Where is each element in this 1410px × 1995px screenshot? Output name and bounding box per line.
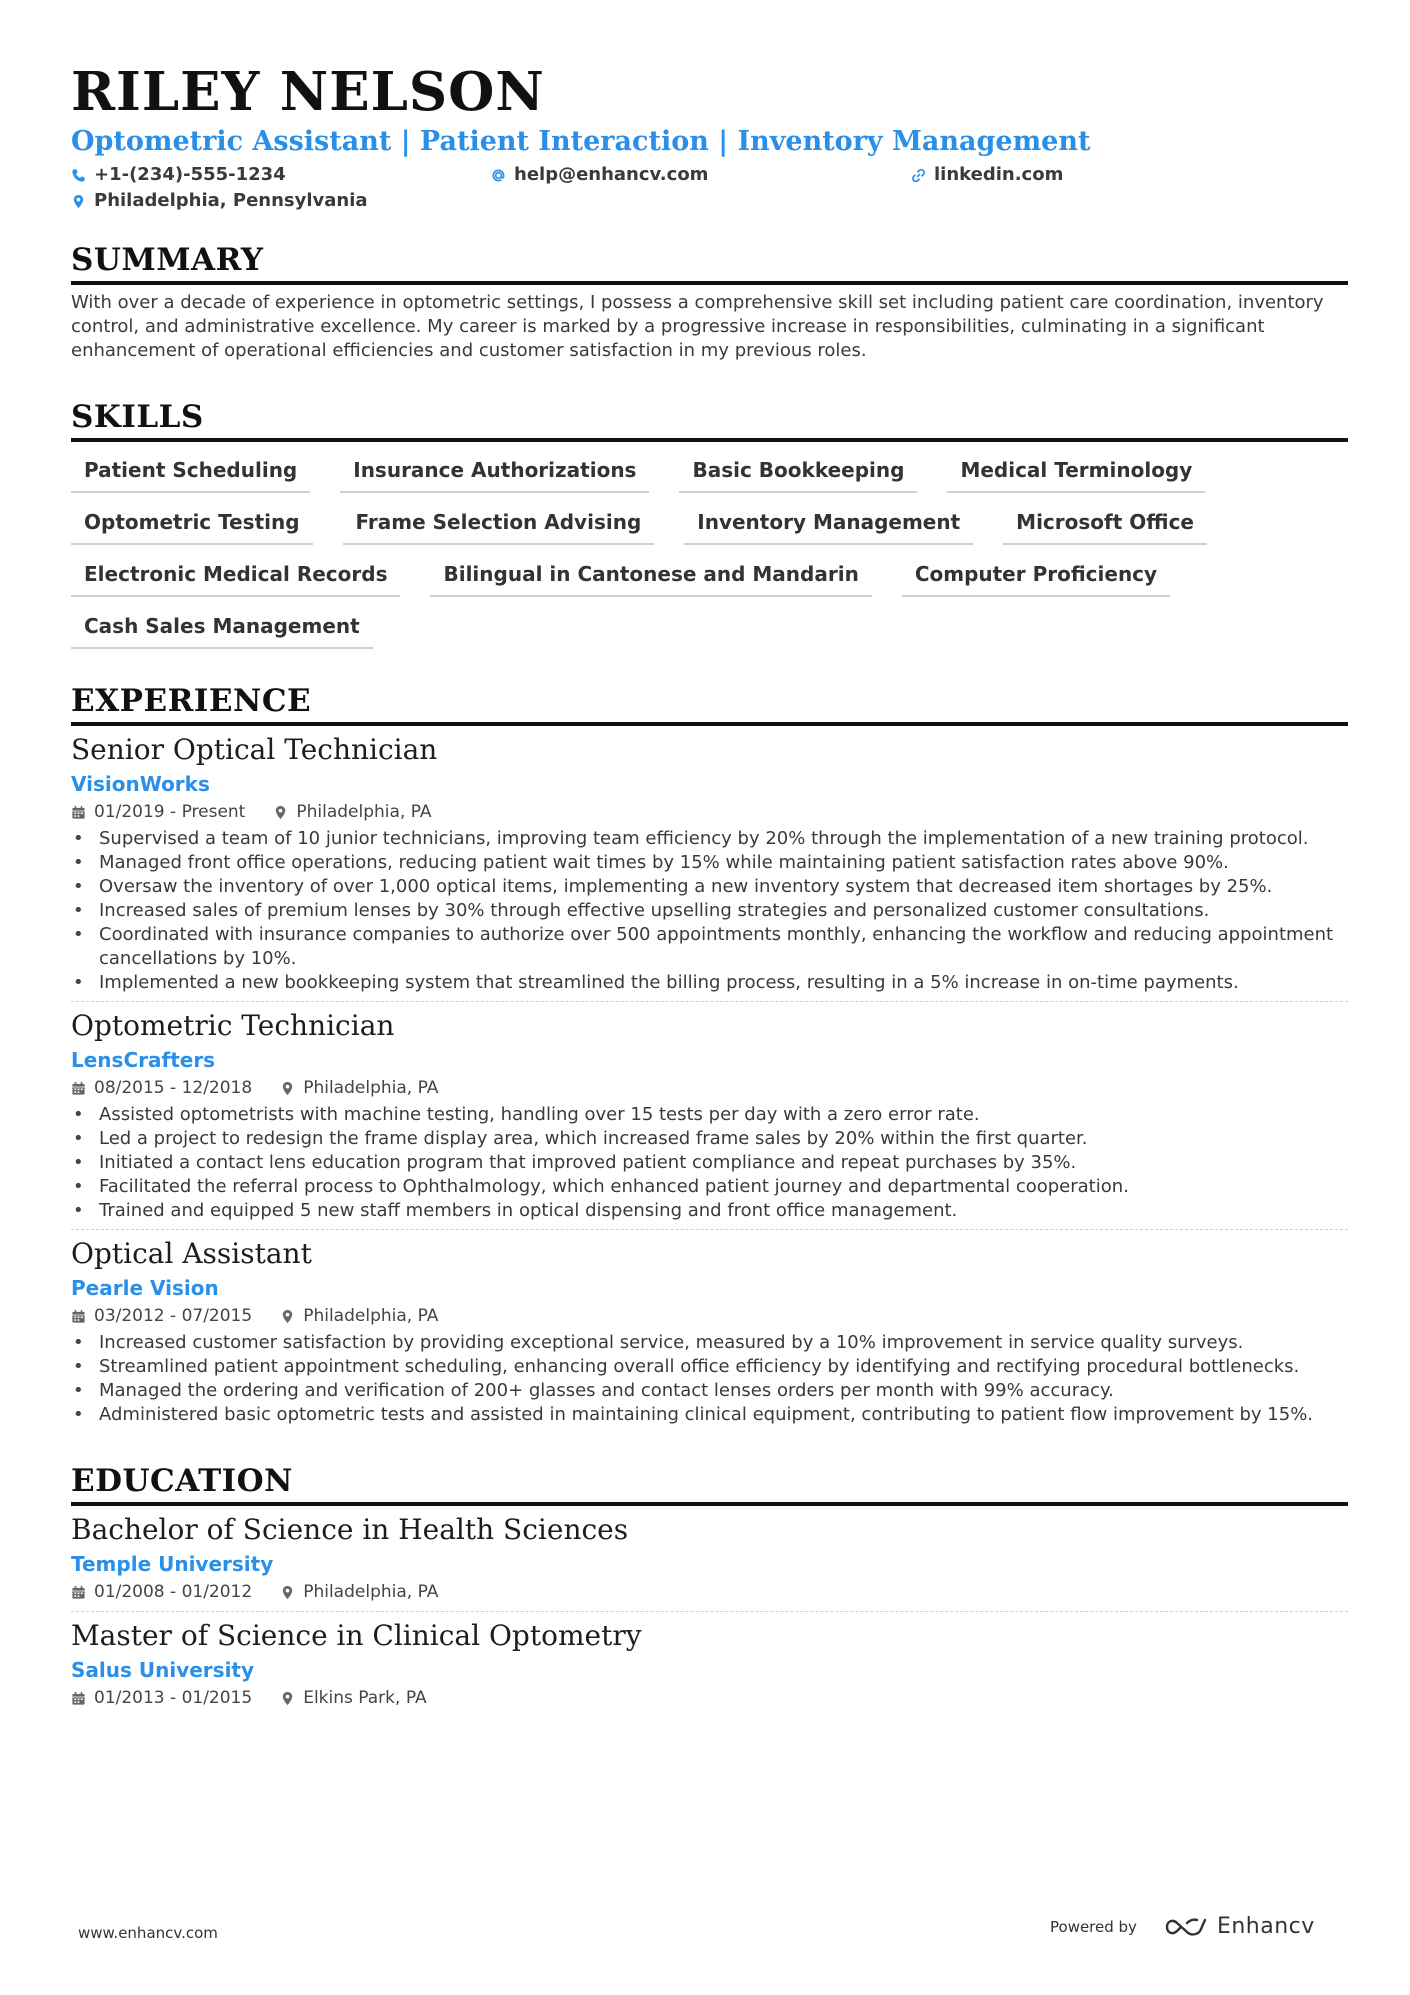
candidate-name: RILEY NELSON <box>71 61 545 123</box>
footer-branding <box>1050 1914 1315 1939</box>
location-pin-icon <box>280 1081 295 1096</box>
job-meta <box>71 1075 1348 1101</box>
experience-heading: EXPERIENCE <box>71 681 1348 726</box>
job-title: Senior Optical Technician <box>71 733 438 766</box>
phone-icon <box>71 168 86 183</box>
summary-heading: SUMMARY <box>71 240 1348 285</box>
education-location: Philadelphia, PA <box>303 1582 439 1602</box>
skills-section <box>71 397 1348 649</box>
email-text: help@enhancv.com <box>514 164 709 185</box>
calendar-icon <box>71 1691 86 1706</box>
company-name: Pearle Vision <box>71 1276 219 1300</box>
bullet-item: • Led a project to redesign the frame display area, which increased frame sales by 20% within the first quarter. <box>71 1127 1348 1151</box>
job-title: Optical Assistant <box>71 1237 312 1270</box>
bullet-item: • Oversaw the inventory of over 1,000 optical items, implementing a new inventory system that decreased item shortages by 25%. <box>71 875 1348 899</box>
education-entry <box>71 1512 1348 1612</box>
enhancv-logo-icon <box>1163 1915 1209 1939</box>
bullet-item: • Initiated a contact lens education program that improved patient compliance and repeat purchases by 35%. <box>71 1151 1348 1175</box>
location-pin-icon <box>71 194 86 209</box>
skill-tag: Electronic Medical Records <box>71 556 400 597</box>
location-pin-icon <box>280 1691 295 1706</box>
brand-logo[interactable] <box>1163 1914 1315 1939</box>
location-contact <box>71 188 368 214</box>
school-name: Temple University <box>71 1552 274 1576</box>
bullet-item: • Coordinated with insurance companies to authorize over 500 appointments monthly, enhancing the workflow and reducing appointment cancellations by 10%. <box>71 923 1348 971</box>
divider <box>71 1001 1348 1002</box>
bullet-item: • Supervised a team of 10 junior technicians, improving team efficiency by 20% through the implementation of a new training protocol. <box>71 827 1348 851</box>
school-name: Salus University <box>71 1658 255 1682</box>
skill-tag: Medical Terminology <box>947 452 1205 493</box>
job-bullets <box>71 1331 1348 1427</box>
company-name: LensCrafters <box>71 1048 216 1072</box>
education-meta <box>71 1685 1348 1711</box>
skill-tag: Inventory Management <box>684 504 973 545</box>
contact-info <box>71 162 1348 216</box>
education-dates: 01/2008 - 01/2012 <box>94 1582 253 1602</box>
education-location: Elkins Park, PA <box>303 1688 427 1708</box>
job-title: Optometric Technician <box>71 1009 395 1042</box>
job-entry <box>71 1236 1348 1427</box>
link-icon <box>911 168 926 183</box>
bullet-item: • Managed front office operations, reducing patient wait times by 15% while maintaining patient satisfaction rates above 90%. <box>71 851 1348 875</box>
skill-tag: Patient Scheduling <box>71 452 310 493</box>
experience-section <box>71 681 1348 1427</box>
calendar-icon <box>71 1081 86 1096</box>
company-name: VisionWorks <box>71 772 210 796</box>
summary-text: With over a decade of experience in optometric settings, I possess a comprehensive skill set including patient care coordination, inventory control, and administrative excellence. My career is marked by a progressive increase in responsibilities, culminating in a significant enhancement of operational efficiencies and customer satisfaction in my previous roles. <box>71 292 1324 361</box>
job-bullets <box>71 1103 1348 1223</box>
skills-list <box>71 452 1348 649</box>
education-dates: 01/2013 - 01/2015 <box>94 1688 253 1708</box>
job-dates: 03/2012 - 07/2015 <box>94 1306 253 1326</box>
skill-tag: Frame Selection Advising <box>343 504 655 545</box>
bullet-item: • Assisted optometrists with machine testing, handling over 15 tests per day with a zero error rate. <box>71 1103 1348 1127</box>
job-bullets <box>71 827 1348 995</box>
divider <box>71 1229 1348 1230</box>
job-meta <box>71 1303 1348 1329</box>
job-location: Philadelphia, PA <box>303 1306 439 1326</box>
email-contact[interactable] <box>491 162 708 188</box>
skill-tag: Computer Proficiency <box>902 556 1170 597</box>
skill-tag: Cash Sales Management <box>71 608 373 649</box>
calendar-icon <box>71 1585 86 1600</box>
bullet-item: • Increased customer satisfaction by providing exceptional service, measured by a 10% improvement in service quality surveys. <box>71 1331 1348 1355</box>
calendar-icon <box>71 805 86 820</box>
bullet-item: • Trained and equipped 5 new staff members in optical dispensing and front office management. <box>71 1199 1348 1223</box>
footer-website[interactable]: www.enhancv.com <box>78 1924 218 1942</box>
phone-text: +1-(234)-555-1234 <box>94 164 286 185</box>
bullet-item: • Managed the ordering and verification of 200+ glasses and contact lenses orders per month with 99% accuracy. <box>71 1379 1348 1403</box>
bullet-item: • Implemented a new bookkeeping system that streamlined the billing process, resulting in a 5% increase in on-time payments. <box>71 971 1348 995</box>
skill-tag: Insurance Authorizations <box>340 452 649 493</box>
bullet-item: • Facilitated the referral process to Ophthalmology, which enhanced patient journey and departmental cooperation. <box>71 1175 1348 1199</box>
degree-title: Bachelor of Science in Health Sciences <box>71 1513 629 1546</box>
calendar-icon <box>71 1309 86 1324</box>
skill-tag: Bilingual in Cantonese and Mandarin <box>430 556 871 597</box>
bullet-item: • Streamlined patient appointment scheduling, enhancing overall office efficiency by identifying and rectifying procedural bottlenecks. <box>71 1355 1348 1379</box>
job-location: Philadelphia, PA <box>303 1078 439 1098</box>
degree-title: Master of Science in Clinical Optometry <box>71 1619 642 1652</box>
education-section <box>71 1461 1348 1711</box>
education-meta <box>71 1579 1348 1605</box>
job-location: Philadelphia, PA <box>296 802 432 822</box>
location-pin-icon <box>273 805 288 820</box>
job-meta <box>71 799 1348 825</box>
powered-by-text: Powered by <box>1050 1917 1137 1936</box>
job-dates: 01/2019 - Present <box>94 802 246 822</box>
divider <box>71 1611 1348 1612</box>
bullet-item: • Increased sales of premium lenses by 30% through effective upselling strategies and personalized customer consultations. <box>71 899 1348 923</box>
skills-heading: SKILLS <box>71 397 1348 442</box>
linkedin-text: linkedin.com <box>934 164 1064 185</box>
job-entry <box>71 1008 1348 1230</box>
linkedin-contact[interactable] <box>911 162 1063 188</box>
location-pin-icon <box>280 1585 295 1600</box>
skill-tag: Basic Bookkeeping <box>679 452 917 493</box>
at-icon <box>491 168 506 183</box>
education-entry <box>71 1618 1348 1711</box>
skill-tag: Microsoft Office <box>1003 504 1207 545</box>
brand-name: Enhancv <box>1216 1914 1315 1939</box>
bullet-item: • Administered basic optometric tests and assisted in maintaining clinical equipment, contributing to patient flow improvement by 15%. <box>71 1403 1348 1427</box>
job-dates: 08/2015 - 12/2018 <box>94 1078 253 1098</box>
headline: Optometric Assistant | Patient Interaction | Inventory Management <box>71 126 1091 157</box>
skill-tag: Optometric Testing <box>71 504 313 545</box>
summary-section <box>71 240 1348 363</box>
location-text: Philadelphia, Pennsylvania <box>94 190 368 211</box>
location-pin-icon <box>280 1309 295 1324</box>
education-heading: EDUCATION <box>71 1461 1348 1506</box>
resume-page <box>71 58 1348 1711</box>
phone-contact[interactable] <box>71 162 286 188</box>
job-entry <box>71 732 1348 1002</box>
